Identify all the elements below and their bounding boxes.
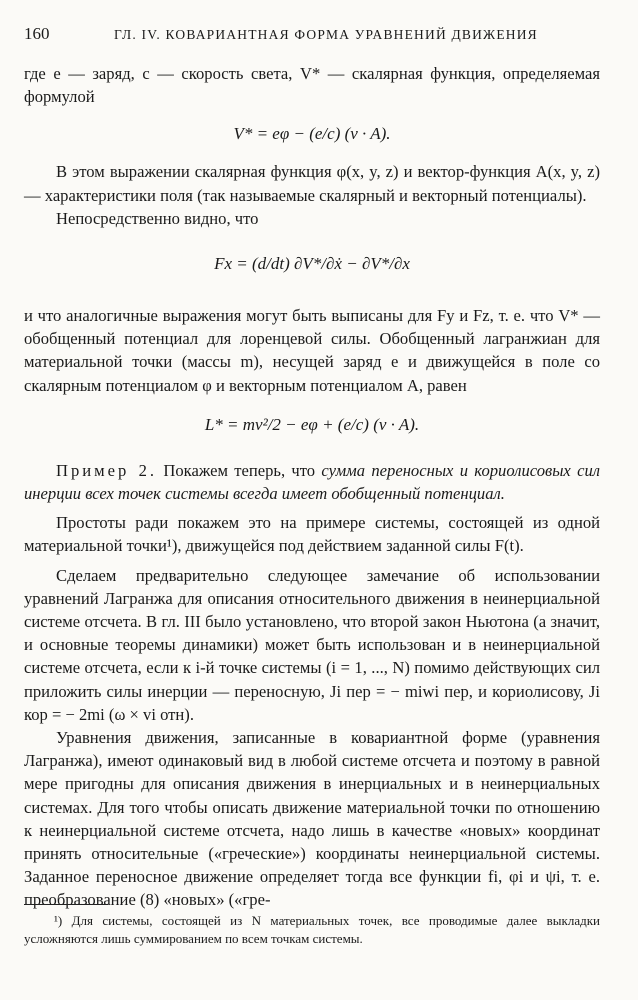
running-title: ГЛ. IV. КОВАРИАНТНАЯ ФОРМА УРАВНЕНИЙ ДВИЖЕНИЯ: [114, 27, 538, 42]
paragraph-3: Непосредственно видно, что: [56, 208, 259, 228]
paragraph-4: и что аналогичные выражения могут быть выписаны для Fy и Fz, т. е. что V* — обобщенный потенциал для лоренцевой силы. Обобщенный лагранжиан для материальной точки (массы m), несущей заряд e и движущейся в поле со скалярным потенциалом φ и векторным потенциалом A, равен: [24, 306, 600, 395]
example-text: Покажем теперь, что: [163, 460, 316, 480]
example-statement: сумма переносных и кориолисовых сил инерции всех точек системы всегда имеет обобщенный потенциал.: [24, 460, 600, 504]
page-number: 160: [24, 24, 50, 43]
page-body: [24, 62, 600, 912]
paragraph-2: В этом выражении скалярная функция φ(x, y, z) и вектор-функция A(x, y, z) — характеристики поля (так называемые скалярный и векторный потенциалы).: [24, 162, 600, 205]
equation-lagrangian: L* = mv²/2 − eφ + (e/c) (v · A).: [204, 414, 420, 434]
paragraph-1: где e — заряд, c — скорость света, V* — скалярная функция, определяемая формулой: [24, 64, 600, 107]
paragraph-8: Уравнения движения, записанные в ковариантной форме (уравнения Лагранжа), имеют одинаковый вид в любой системе отсчета и поэтому в равной мере пригодны для описания движения в инерциальных и в неинерциальных системах. Для того чтобы описать движение материальной точки по отношению к неинерциальной системе отсчета, надо лишь в качестве «новых» координат принять относительные («греческие») координаты неинерциальной системы. Заданное переносное движение определяет тогда все функции fi, φi и ψi, т. е. преобразование (8) «новых» («гре-: [24, 728, 600, 910]
equation-potential: V* = eφ − (e/c) (v · A).: [233, 124, 391, 144]
paragraph-6: Простоты ради покажем это на примере системы, состоящей из одной материальной точки¹), движущейся под действием заданной силы F(t).: [24, 513, 600, 556]
footnote: ¹) Для системы, состоящей из N материальных точек, все проводимые далее выкладки усложняются лишь суммированием по всем точкам системы.: [24, 913, 600, 946]
page-header: [24, 24, 614, 46]
example-2-paragraph: [24, 459, 600, 505]
example-label: Пример 2.: [56, 460, 158, 480]
footnote-rule: [24, 904, 108, 905]
equation-force: Fx = (d/dt) ∂V*/∂ẋ − ∂V*/∂x: [214, 254, 410, 274]
paragraph-7: Сделаем предварительно следующее замечание об использовании уравнений Лагранжа для описания относительного движения в неинерциальной системе отсчета. В гл. III было установлено, что второй закон Ньютона (а значит, и основные теоремы динамики) может быть использован и в неинерциальной системе отсчета, если к i-й точке системы (i = 1, ..., N) помимо действующих сил приложить силы инерции — переносную, Ji пер = − miwi пер, и кориолисову, Ji кор = − 2mi (ω × vi отн).: [24, 565, 600, 724]
